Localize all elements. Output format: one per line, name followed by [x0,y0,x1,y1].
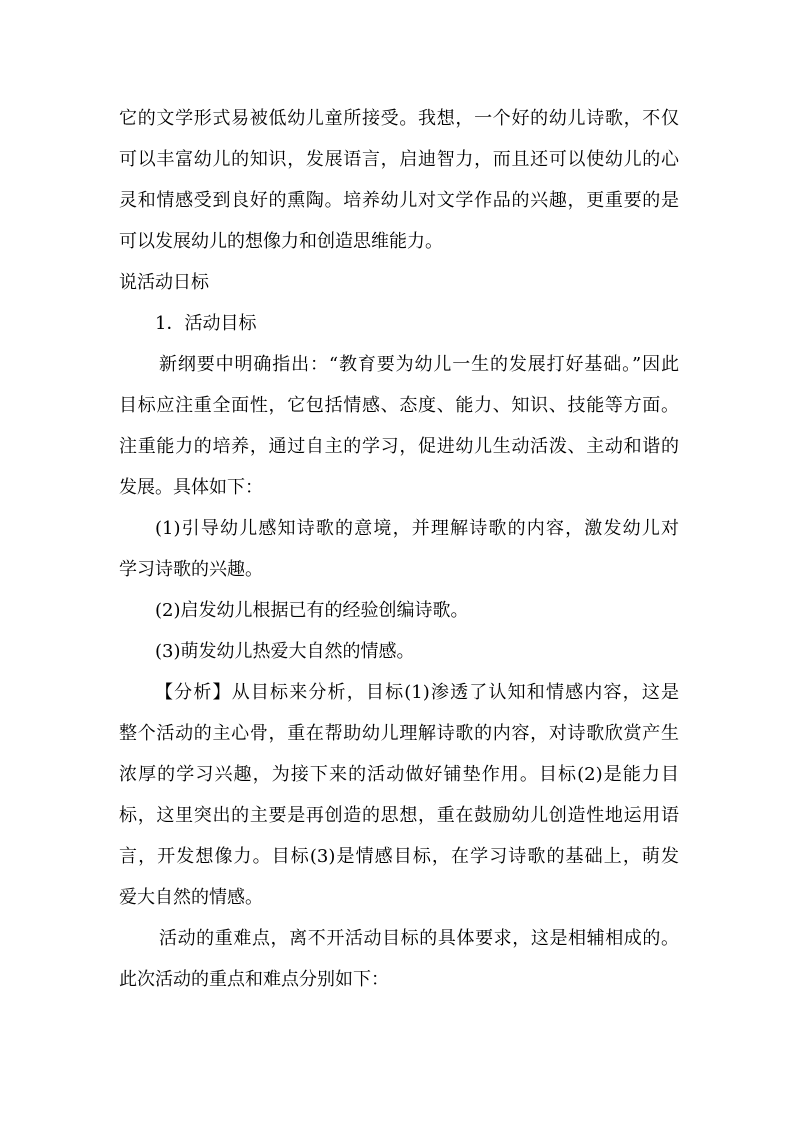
text-line: 灵和情感受到良好的熏陶。培养幼儿对文学作品的兴趣，更重要的是 [119,190,679,211]
text-line: 此次活动的重点和难点分别如下： [119,969,389,990]
text-line: 目标应注重全面性，它包括情感、态度、能力、知识、技能等方面。 [119,395,679,416]
text-line: 言，开发想像力。目标(3)是情感目标，在学习诗歌的基础上，萌发 [119,846,679,867]
text-line: 发展。具体如下： [119,477,263,498]
list-item: (3)萌发幼儿热爱大自然的情感。 [155,641,415,662]
document-body [119,98,679,1000]
text-line: 标，这里突出的主要是再创造的思想，重在鼓励幼儿创造性地运用语 [119,805,679,826]
text-line: 学习诗歌的兴趣。 [119,559,263,580]
text-line: 可以丰富幼儿的知识，发展语言，启迪智力，而且还可以使幼儿的心 [119,149,679,170]
text-line: 新纲要中明确指出：“教育要为幼儿一生的发展打好基础。”因此 [159,354,679,375]
text-line: 活动的重难点，离不开活动目标的具体要求，这是相辅相成的。 [159,928,679,949]
text-line: 爱大自然的情感。 [119,887,263,908]
list-item: (2)启发幼儿根据已有的经验创编诗歌。 [155,600,469,621]
subsection-heading: 1．活动目标 [155,313,257,334]
text-line: 可以发展幼儿的想像力和创造思维能力。 [119,231,443,252]
text-line: 整个活动的主心骨，重在帮助幼儿理解诗歌的内容，对诗歌欣赏产生 [119,723,679,744]
text-line: 浓厚的学习兴趣，为接下来的活动做好铺垫作用。目标(2)是能力目 [119,764,679,785]
section-heading: 说活动日标 [119,272,209,293]
analysis-paragraph: 【分析】从目标来分析，目标(1)渗透了认知和情感内容，这是 [155,682,679,703]
list-item: (1)引导幼儿感知诗歌的意境，并理解诗歌的内容，激发幼儿对 [155,518,679,539]
text-line: 它的文学形式易被低幼儿童所接受。我想，一个好的幼儿诗歌，不仅 [119,108,679,129]
text-line: 注重能力的培养，通过自主的学习，促进幼儿生动活泼、主动和谐的 [119,436,679,457]
